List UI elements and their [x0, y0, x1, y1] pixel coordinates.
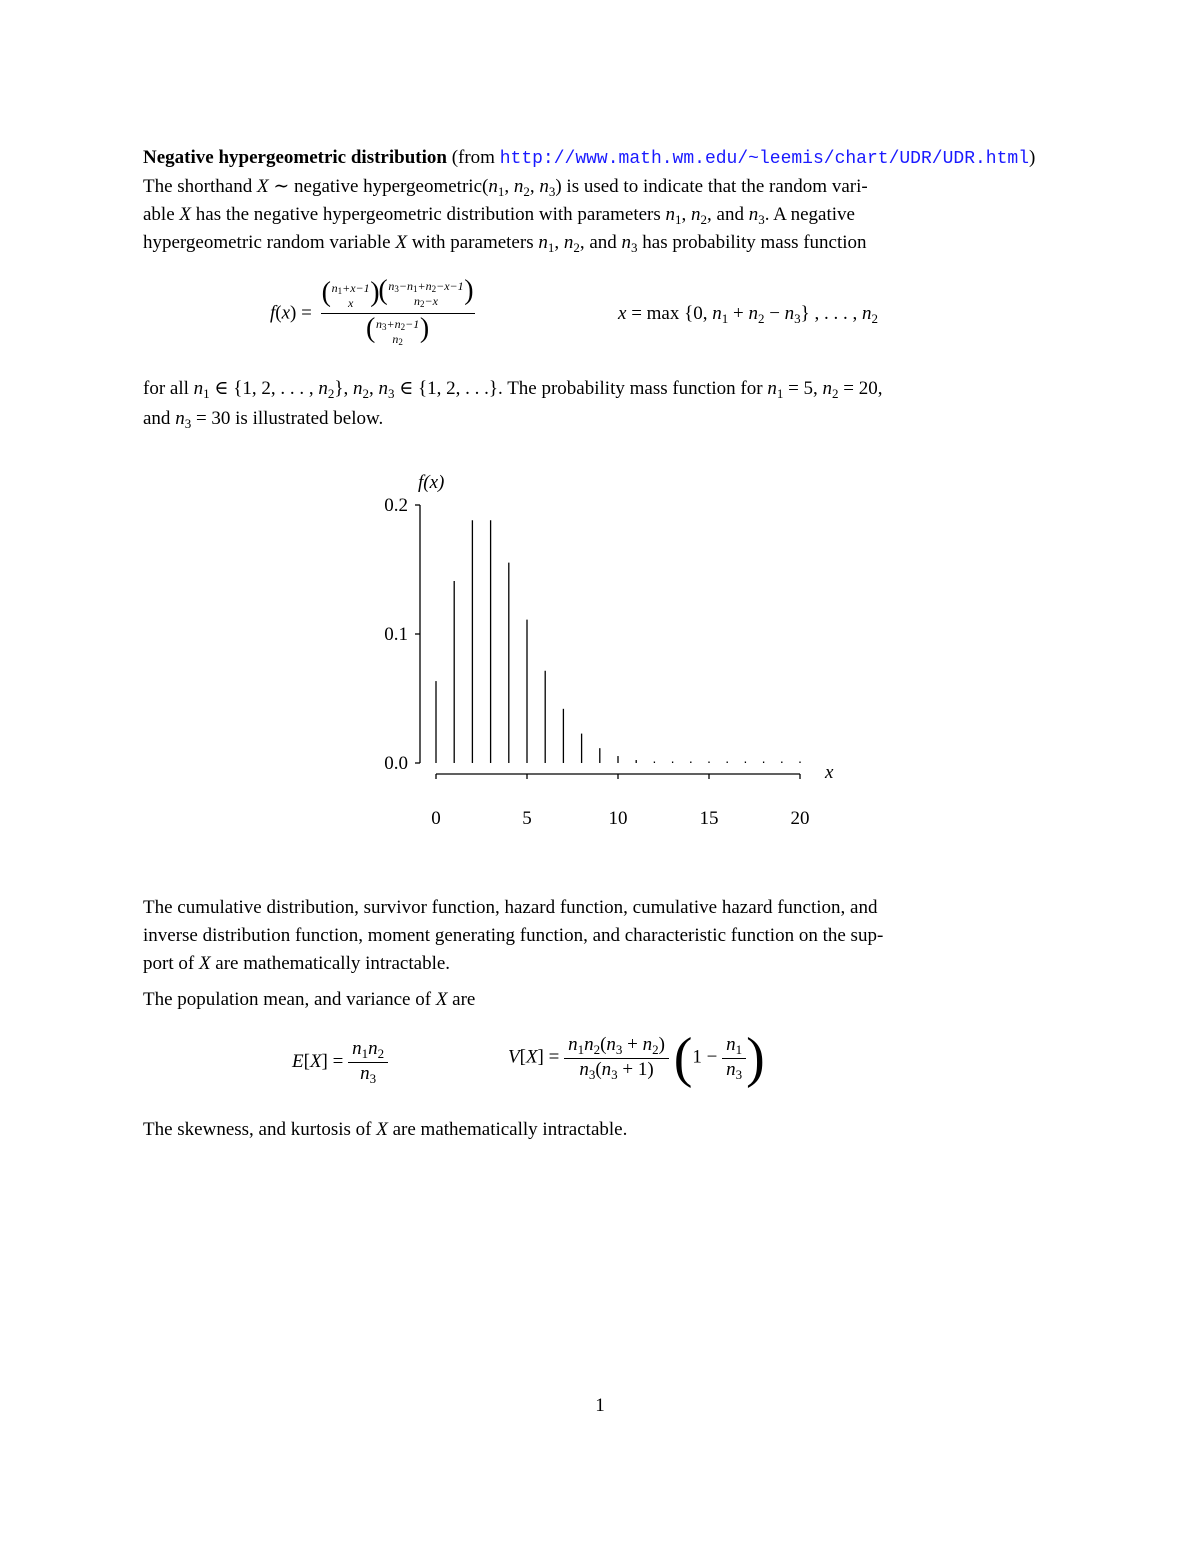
properties-line-1: The cumulative distribution, survivor function, hazard function, cumulative hazard function, and	[143, 897, 878, 918]
support-line-1: for all $n_1$ ∈ {1, 2, . . . , $n_2$}, $n_2$, $n_3$ ∈ {1, 2, . . .}. The probability mass function for $n_1 = 5$, $n_2 = 20$,	[143, 378, 883, 401]
y-tick-label: 0.1	[384, 624, 408, 645]
properties-line-3: port of X are mathematically intractable.	[143, 953, 451, 974]
variance-equation: V[X] = $\frac{n_1n_2(n_3 + n_2)}{n_3(n_3 + 1)}$ (1 − $\frac{n_1}{n_3}$ )	[508, 1027, 765, 1089]
x-tick-label: 15	[699, 808, 719, 829]
properties-line-2: inverse distribution function, moment generating function, and characteristic function on the sup-	[143, 925, 884, 946]
source-url-link[interactable]: http://www.math.wm.edu/~leemis/chart/UDR/UDR.html	[499, 149, 1030, 169]
y-tick-label: 0.0	[384, 753, 408, 774]
mean-equation: E[X] = $\frac{n_1n_2}{n_3}$	[292, 1038, 388, 1087]
intro-line-3: hypergeometric random variable X with parameters $n_1$, $n_2$, and $n_3$ has probability mass function	[143, 232, 867, 255]
x-tick-label: 20	[790, 808, 810, 829]
y-tick-label: 0.2	[384, 495, 408, 516]
heading-line	[143, 144, 1035, 173]
mean-variance-intro: The population mean, and variance of X are	[143, 989, 476, 1010]
pmf-equation: f(x) = ( $n_1+x-1$ x ) ( $n_3-n_1+n_2-x-1$ $n_2-x$ ) ( $n_3+n_2-1$ $n_2$ )	[270, 280, 475, 348]
x-tick-label: 10	[608, 808, 628, 829]
x-tick-label: 0	[431, 808, 441, 829]
support-line-2: and $n_3 = 30$ is illustrated below.	[143, 408, 384, 431]
from-suffix: )	[1029, 147, 1036, 168]
section-title: Negative hypergeometric distribution	[143, 147, 447, 168]
y-axis-label: f(x)	[418, 472, 445, 493]
x-axis-label: x	[825, 762, 834, 783]
pmf-support: x = max {0, $n_1 + n_2 - n_3$} , . . . , $n_2$	[618, 303, 879, 326]
from-prefix: (from	[446, 147, 500, 168]
page-number: 1	[595, 1395, 605, 1416]
skewness-line: The skewness, and kurtosis of X are mathematically intractable.	[143, 1119, 628, 1140]
pmf-chart	[360, 460, 850, 840]
intro-line-1: The shorthand X ∼ negative $hypergeometric(n_1$, $n_2$, $n_3$) is used to indicate that the random vari-	[143, 176, 868, 199]
x-tick-label: 5	[522, 808, 532, 829]
intro-line-2: able X has the negative hypergeometric distribution with parameters $n_1$, $n_2$, and $n_3$. A negative	[143, 204, 855, 227]
